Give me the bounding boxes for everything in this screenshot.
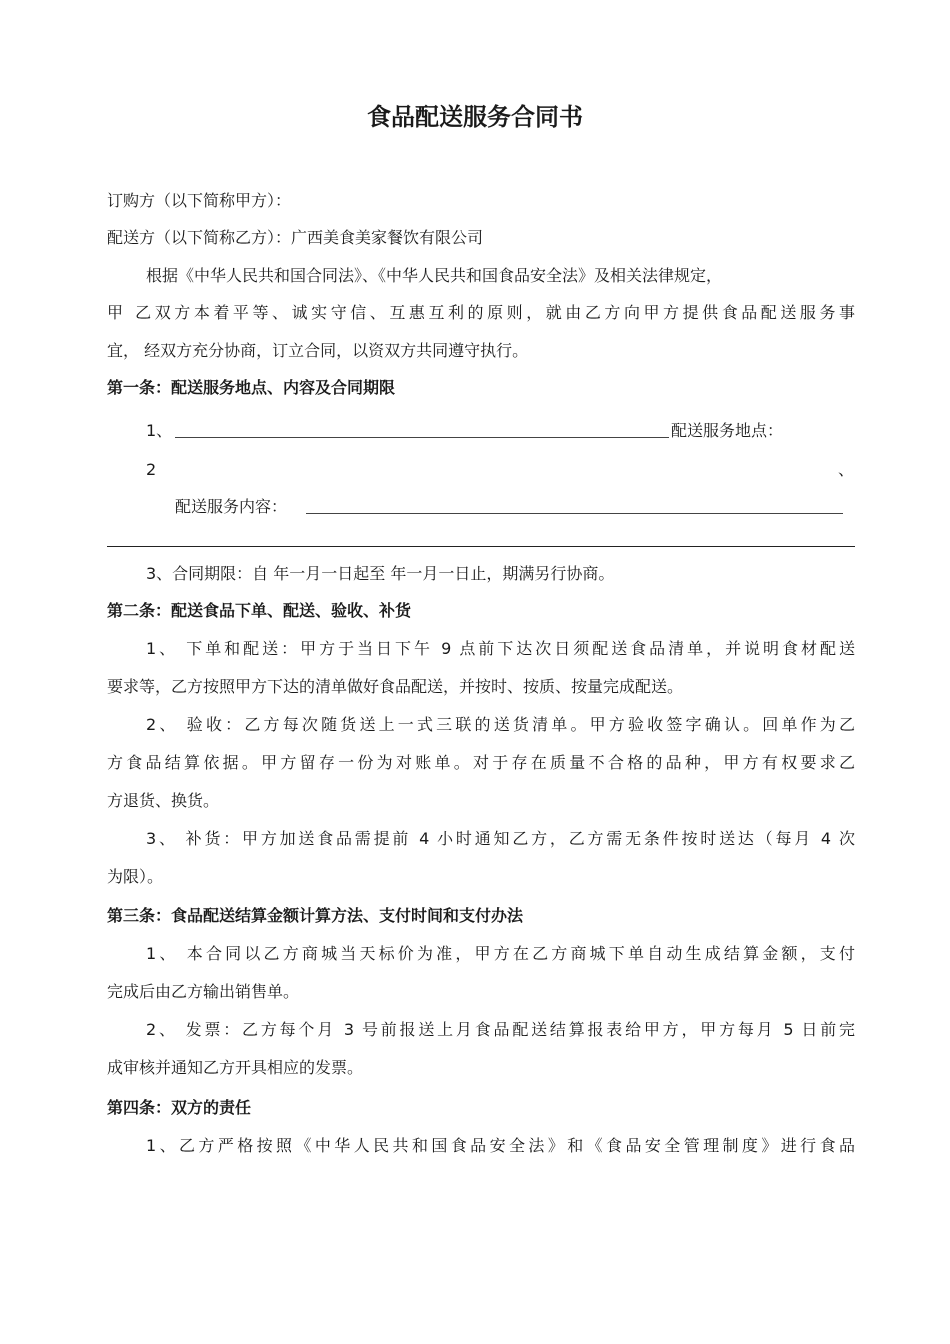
art3-line-4: 成审核并通知乙方开具相应的发票。 [107, 1058, 364, 1077]
article-2-heading: 第二条：配送食品下单、配送、验收、补货 [107, 601, 412, 620]
art1-item2-number: 2 [146, 460, 157, 479]
art1-item1-label: 配送服务地点： [671, 421, 784, 440]
art3-line-3: 2、 发票：乙方每个月 3 号前报送上月食品配送结算报表给甲方，甲方每月 5 日前完 [146, 1020, 855, 1039]
article-1-heading: 第一条：配送服务地点、内容及合同期限 [107, 378, 396, 397]
intro-line-3: 宜， 经双方充分协商，订立合同，以资双方共同遵守执行。 [107, 341, 529, 360]
article-3-heading: 第三条：食品配送结算金额计算方法、支付时间和支付办法 [107, 906, 524, 925]
art2-line-2: 要求等，乙方按照甲方下达的清单做好食品配送，并按时、按质、按量完成配送。 [107, 677, 684, 696]
art3-line-1: 1、 本合同以乙方商城当天标价为准，甲方在乙方商城下单自动生成结算金额，支付 [146, 944, 855, 963]
intro-line-2: 甲 乙双方本着平等、诚实守信、互惠互利的原则，就由乙方向甲方提供食品配送服务事 [107, 303, 855, 322]
art1-item1-blank [175, 437, 669, 438]
art3-line-2: 完成后由乙方输出销售单。 [107, 982, 300, 1001]
art2-line-5: 方退货、换货。 [107, 791, 220, 810]
document-title: 食品配送服务合同书 [367, 103, 583, 131]
art4-line-1: 1、乙方严格按照《中华人民共和国食品安全法》和《食品安全管理制度》进行食品 [146, 1136, 855, 1155]
party-a-line: 订购方（以下简称甲方）： [107, 191, 292, 210]
art2-line-1: 1、 下单和配送：甲方于当日下午 9 点前下达次日须配送食品清单，并说明食材配送 [146, 639, 855, 658]
art1-item2-tail: 、 [838, 460, 855, 479]
art1-item2-label: 配送服务内容： [175, 497, 288, 516]
art1-item1-number: 1、 [146, 421, 173, 440]
art1-full-blank-line [107, 546, 855, 547]
art1-item2-blank [306, 513, 843, 514]
art2-line-4: 方食品结算依据。甲方留存一份为对账单。对于存在质量不合格的品种，甲方有权要求乙 [107, 753, 855, 772]
art1-item3: 3、合同期限：自 年一月一日起至 年一月一日止，期满另行协商。 [146, 564, 615, 583]
party-b-line: 配送方（以下简称乙方）：广西美食美家餐饮有限公司 [107, 228, 484, 247]
art2-line-6: 3、 补货：甲方加送食品需提前 4 小时通知乙方，乙方需无条件按时送达（每月 4 次 [146, 829, 855, 848]
art2-line-7: 为限）。 [107, 867, 164, 886]
art2-line-3: 2、 验收：乙方每次随货送上一式三联的送货清单。甲方验收签字确认。回单作为乙 [146, 715, 855, 734]
article-4-heading: 第四条：双方的责任 [107, 1098, 252, 1117]
intro-line-1: 根据《中华人民共和国合同法》、《中华人民共和国食品安全法》及相关法律规定， [146, 266, 723, 285]
